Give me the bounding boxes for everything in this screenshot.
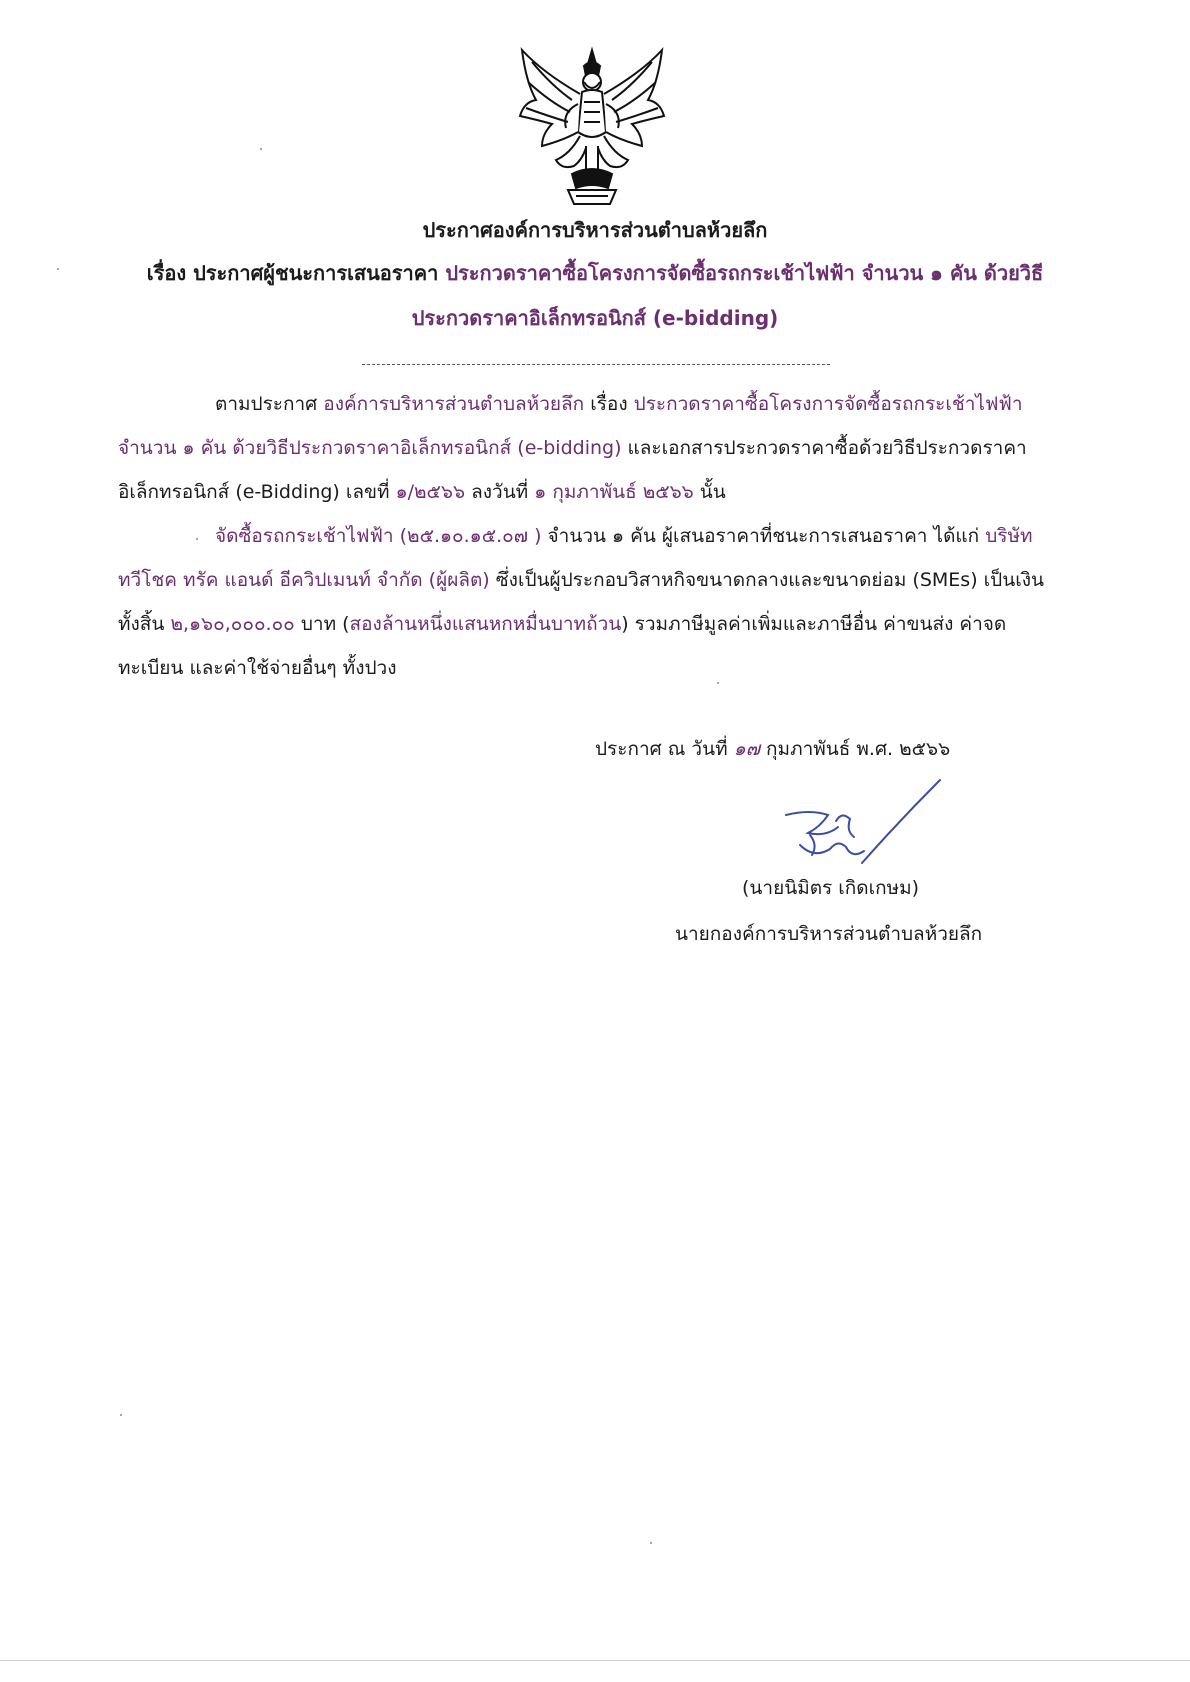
subject-continuation: ประกวดราคาอิเล็กทรอนิกส์ (e-bidding): [411, 306, 779, 330]
p1-project: ประกวดราคาซื้อโครงการจัดซื้อรถกระเช้าไฟฟ้า: [633, 393, 1023, 415]
date-prefix: ประกาศ ณ วันที่: [595, 738, 734, 760]
paragraph-1-line-2: [118, 434, 1027, 462]
p1-project-cont: จำนวน ๑ คัน ด้วยวิธีประกวดราคาอิเล็กทรอนิกส์ (e-bidding): [118, 437, 622, 459]
p1-text: นั้น: [693, 481, 726, 503]
signer-name: (นายนิมิตร เกิดเกษม): [742, 877, 920, 899]
scan-speck: [120, 1414, 122, 1416]
paragraph-1-line-3: [118, 478, 726, 506]
dashed-divider: [362, 364, 830, 365]
scan-speck: [196, 538, 198, 540]
subject-line: [60, 258, 1130, 288]
p1-text: ตามประกาศ: [215, 393, 324, 415]
document-number: ๑/๒๕๖๖: [395, 481, 466, 503]
p1-text: อิเล็กทรอนิกส์ (e-Bidding) เลขที่: [118, 481, 396, 503]
p1-text: ลงวันที่: [465, 481, 535, 503]
date-suffix: กุมภาพันธ์ พ.ศ. ๒๕๖๖: [760, 738, 951, 760]
p2-text: บาท (: [294, 613, 350, 635]
amount-in-words: สองล้านหนึ่งแสนหกหมื่นบาทถ้วน: [349, 613, 622, 635]
subject-text: ประกวดราคาซื้อโครงการจัดซื้อรถกระเช้าไฟฟ้า จำนวน ๑ คัน ด้วยวิธี: [445, 261, 1044, 285]
scan-speck: [717, 682, 719, 684]
paragraph-2-line-3: [118, 610, 1006, 638]
p2-text: ) รวมภาษีมูลค่าเพิ่มและภาษีอื่น ค่าขนส่ง ค่าจด: [621, 613, 1007, 635]
p1-text: เรื่อง: [584, 393, 634, 415]
agency-line: ประกาศองค์การบริหารส่วนตำบลห้วยลึก: [422, 218, 768, 242]
paragraph-1-line-1: [215, 390, 1023, 418]
announcement-date: [595, 735, 950, 763]
document-date: ๑ กุมภาพันธ์ ๒๕๖๖: [534, 481, 694, 503]
announcement-title: [60, 215, 1130, 245]
p2-text: จำนวน ๑ คัน ผู้เสนอราคาที่ชนะการเสนอราคา ได้แก่: [541, 525, 986, 547]
scan-edge: [0, 1660, 1190, 1661]
p1-text: และเอกสารประกวดราคาซื้อด้วยวิธีประกวดราคา: [621, 437, 1027, 459]
winning-amount: ๒,๑๖๐,๐๐๐.๐๐: [170, 613, 295, 635]
garuda-emblem-icon: [512, 42, 672, 212]
subject-line-2: [60, 303, 1130, 333]
p2-text: ทั้งสิ้น: [118, 613, 171, 635]
handwritten-signature: [780, 775, 950, 870]
item-description: จัดซื้อรถกระเช้าไฟฟ้า (๒๕.๑๐.๑๕.๐๗ ): [215, 525, 542, 547]
scan-speck: [57, 268, 59, 270]
winning-company: ทวีโชค ทรัค แอนด์ อีควิปเมนท์ จำกัด (ผู้ผลิต): [118, 569, 490, 591]
p2-text: ซึ่งเป็นผู้ประกอบวิสาหกิจขนาดกลางและขนาดย่อม (SMEs) เป็นเงิน: [489, 569, 1044, 591]
subject-prefix: เรื่อง ประกาศผู้ชนะการเสนอราคา: [146, 261, 439, 285]
scan-speck: [650, 1542, 652, 1544]
paragraph-2-line-1: [215, 522, 1033, 550]
p2-text: ทะเบียน และค่าใช้จ่ายอื่นๆ ทั้งปวง: [118, 657, 397, 679]
company-prefix: บริษัท: [985, 525, 1033, 547]
paragraph-2-line-4: [118, 654, 396, 682]
signer-title: นายกองค์การบริหารส่วนตำบลห้วยลึก: [675, 923, 983, 945]
paragraph-2-line-2: [118, 566, 1044, 594]
scan-speck: [260, 148, 262, 150]
date-day: ๑๗: [733, 738, 760, 760]
p1-agency: องค์การบริหารส่วนตำบลห้วยลึก: [323, 393, 585, 415]
